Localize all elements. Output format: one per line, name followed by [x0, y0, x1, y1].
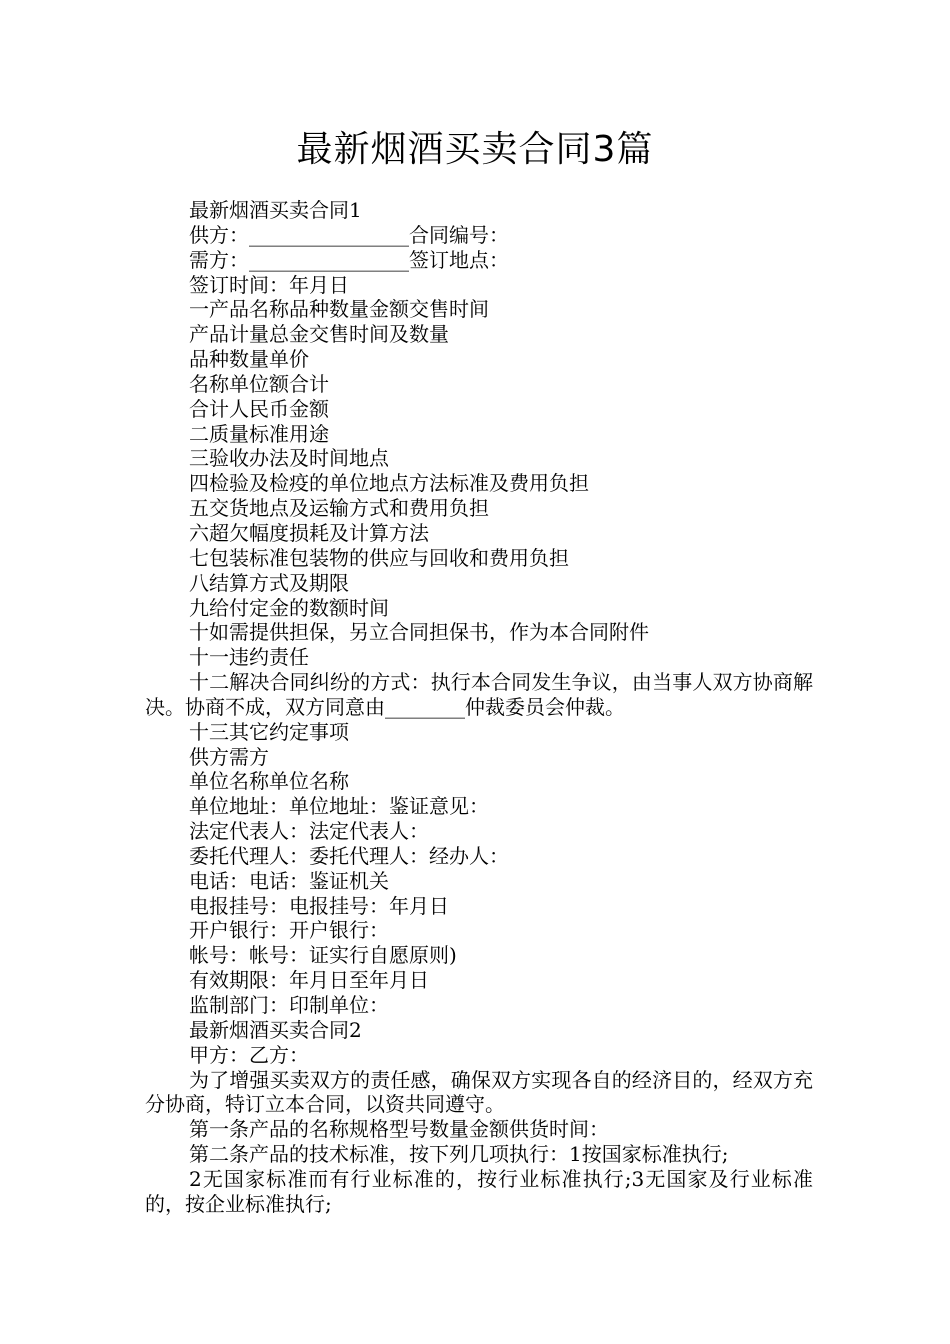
document-title: 最新烟酒买卖合同3篇	[296, 129, 654, 170]
paragraph: 甲方：乙方：	[189, 1042, 309, 1067]
paragraph: 为了增强买卖双方的责任感，确保双方实现各自的经济目的，经双方充分协商，特订立本合同，以资共同遵守。	[145, 1067, 813, 1117]
paragraph: 八结算方式及期限	[189, 570, 349, 595]
paragraph: 帐号：帐号：证实行自愿原则)	[189, 943, 457, 968]
paragraph: 单位名称单位名称	[189, 769, 349, 794]
paragraph: 九给付定金的数额时间	[189, 595, 389, 620]
paragraph: 十三其它约定事项	[189, 719, 349, 744]
paragraph: 有效期限：年月日至年月日	[189, 968, 429, 993]
paragraph: 七包装标准包装物的供应与回收和费用负担	[189, 545, 569, 570]
paragraph: 一产品名称品种数量金额交售时间	[189, 297, 489, 322]
paragraph: 签订时间：年月日	[189, 272, 349, 297]
paragraph: 十一违约责任	[189, 645, 309, 670]
paragraph: 最新烟酒买卖合同1	[189, 198, 362, 222]
paragraph: 2无国家标准而有行业标准的，按行业标准执行;3无国家及行业标准的，按企业标准执行;	[145, 1166, 813, 1216]
paragraph: 供方：________________合同编号：	[189, 222, 509, 247]
paragraph: 五交货地点及运输方式和费用负担	[189, 496, 489, 521]
document-body	[145, 198, 813, 1217]
paragraph: 十如需提供担保，另立合同担保书，作为本合同附件	[189, 620, 649, 645]
paragraph: 第二条产品的技术标准，按下列几项执行：1按国家标准执行;	[189, 1142, 729, 1167]
paragraph: 开户银行：开户银行：	[189, 918, 389, 943]
paragraph: 单位地址：单位地址：鉴证意见：	[189, 794, 489, 819]
paragraph: 二质量标准用途	[189, 421, 329, 446]
paragraph: 合计人民币金额	[189, 396, 329, 421]
paragraph: 名称单位额合计	[189, 371, 329, 396]
paragraph: 三验收办法及时间地点	[189, 446, 389, 471]
paragraph: 需方：________________签订地点：	[189, 247, 509, 272]
paragraph: 电报挂号：电报挂号：年月日	[189, 893, 449, 918]
paragraph: 六超欠幅度损耗及计算方法	[189, 520, 429, 545]
paragraph: 四检验及检疫的单位地点方法标准及费用负担	[189, 471, 589, 496]
paragraph: 品种数量单价	[189, 347, 309, 372]
paragraph: 法定代表人：法定代表人：	[189, 819, 429, 844]
paragraph: 最新烟酒买卖合同2	[189, 1017, 362, 1042]
paragraph: 十二解决合同纠纷的方式：执行本合同发生争议，由当事人双方协商解决。协商不成，双方同意由________仲裁委员会仲裁。	[145, 670, 813, 719]
paragraph: 第一条产品的名称规格型号数量金额供货时间：	[189, 1117, 609, 1142]
paragraph: 供方需方	[189, 744, 269, 769]
paragraph: 产品计量总金交售时间及数量	[189, 322, 449, 347]
paragraph: 委托代理人：委托代理人：经办人：	[189, 843, 509, 868]
paragraph: 电话：电话：鉴证机关	[189, 868, 389, 893]
paragraph: 监制部门：印制单位：	[189, 993, 389, 1017]
